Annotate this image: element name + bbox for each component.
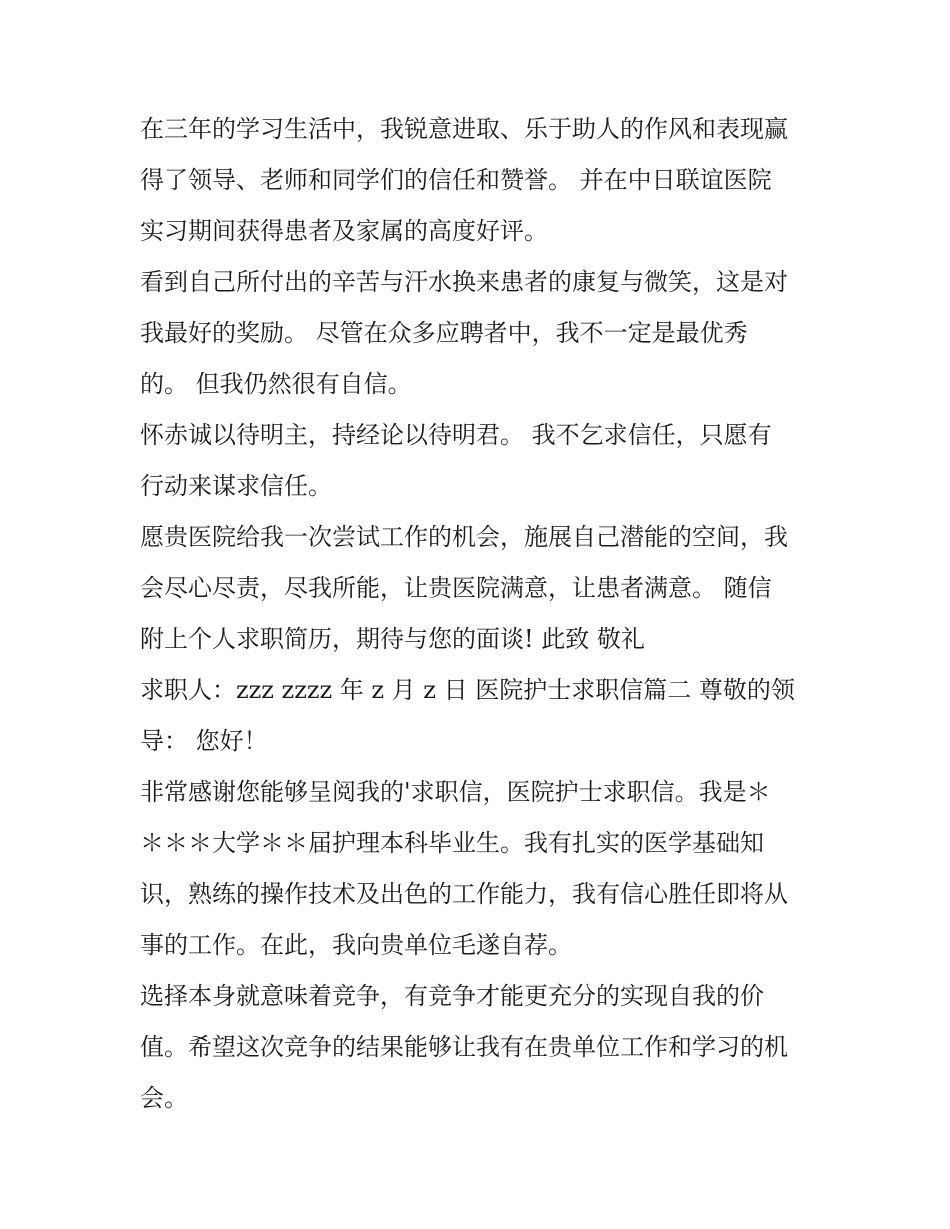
text-line: 非常感谢您能够呈阅我的'求职信，医院护士求职信。我是＊ <box>140 778 771 806</box>
text-line: ＊＊＊大学＊＊届护理本科毕业生。我有扎实的医学基础知 <box>140 829 764 857</box>
text-line: 看到自己所付出的辛苦与汗水换来患者的康复与微笑，这是对 <box>140 268 788 296</box>
text-line: 怀赤诚以待明主，持经论以待明君。 我不乞求信任，只愿有 <box>140 421 772 449</box>
text-line: 导： 您好！ <box>140 727 268 755</box>
text-line: 得了领导、老师和同学们的信任和赞誉。 并在中日联谊医院 <box>140 166 772 194</box>
text-line: 选择本身就意味着竞争，有竞争才能更充分的实现自我的价 <box>140 982 764 1010</box>
text-line: 事的工作。在此，我向贵单位毛遂自荐。 <box>140 931 572 959</box>
text-line: 在三年的学习生活中，我锐意进取、乐于助人的作风和表现赢 <box>140 115 788 143</box>
text-line: 实习期间获得患者及家属的高度好评。 <box>140 217 548 245</box>
text-line: 会。 <box>140 1084 188 1112</box>
text-line: 会尽心尽责，尽我所能，让贵医院满意，让患者满意。 随信 <box>140 574 772 602</box>
text-line: 附上个人求职简历，期待与您的面谈! 此致 敬礼 <box>140 625 645 653</box>
text-line: 求职人：zzz zzzz 年 z 月 z 日 医院护士求职信篇二 尊敬的领 <box>140 676 795 704</box>
text-line: 行动来谋求信任。 <box>140 472 332 500</box>
letter-body <box>140 104 820 1124</box>
text-line: 我最好的奖励。 尽管在众多应聘者中，我不一定是最优秀 <box>140 319 748 347</box>
text-line: 愿贵医院给我一次尝试工作的机会，施展自己潜能的空间，我 <box>140 523 788 551</box>
text-line: 识，熟练的操作技术及出色的工作能力，我有信心胜任即将从 <box>140 880 788 908</box>
text-line: 的。 但我仍然很有自信。 <box>140 370 412 398</box>
text-line: 值。希望这次竞争的结果能够让我有在贵单位工作和学习的机 <box>140 1033 788 1061</box>
